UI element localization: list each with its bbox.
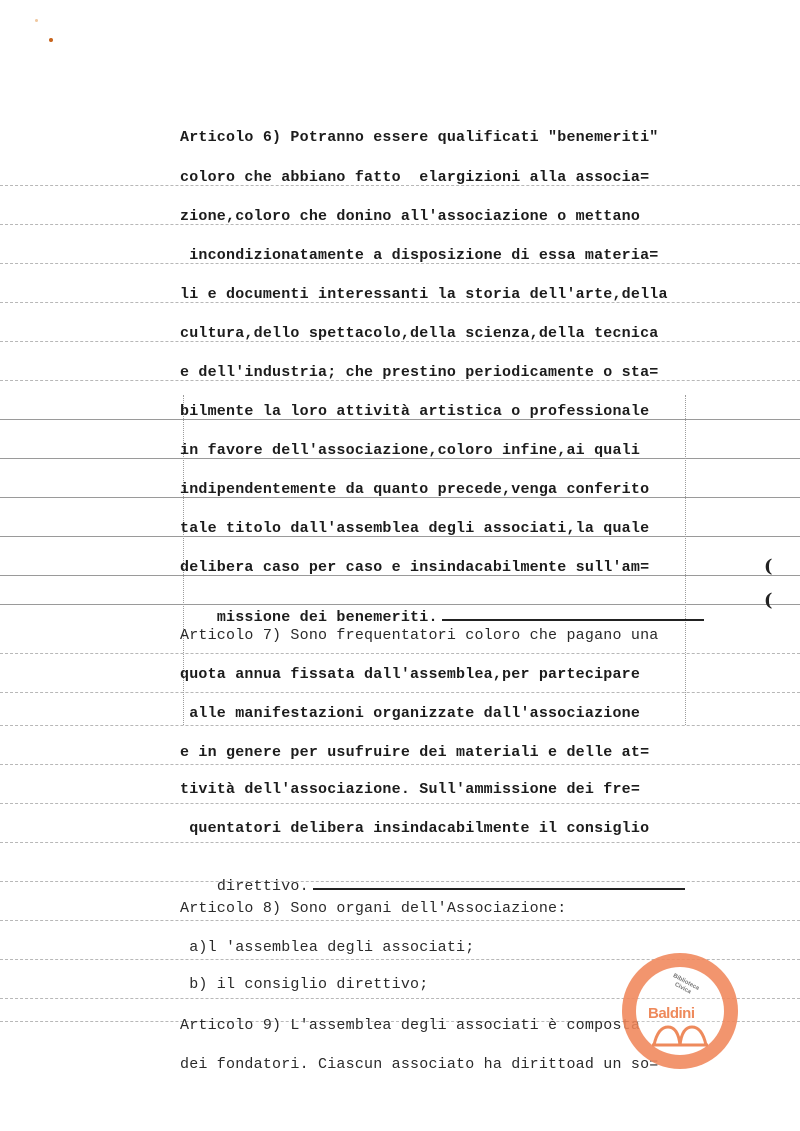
stamp-small-text: Biblioteca Civica (671, 973, 700, 996)
text-line: e in genere per usufruire dei materiali e delle at= (180, 744, 650, 761)
margin-mark: ( (764, 556, 773, 577)
text-line: Articolo 7) Sono frequentatori coloro che pagano una (180, 627, 659, 644)
library-stamp (622, 953, 738, 1069)
text-line: alle manifestazioni organizzate dall'associazione (180, 705, 641, 722)
text-line-content: direttivo. (216, 878, 309, 895)
fill-line (313, 888, 685, 890)
text-line: zione,coloro che donino all'associazione o mettano (180, 208, 641, 225)
text-line: bilmente la loro attività artistica o professionale (180, 403, 650, 420)
text-line: Articolo 8) Sono organi dell'Associazione: (180, 900, 567, 917)
text-line: cultura,dello spettacolo,della scienza,della tecnica (180, 325, 659, 342)
text-line: b) il consiglio direttivo; (180, 976, 429, 993)
text-line: dei fondatori. Ciascun associato ha dirittoad un so= (180, 1056, 659, 1073)
text-line: Articolo 6) Potranno essere qualificati "benemeriti" (180, 129, 659, 146)
fill-line (442, 619, 704, 621)
stamp-brand: Baldini (648, 1005, 695, 1022)
text-line: in favore dell'associazione,coloro infine,ai quali (180, 442, 641, 459)
text-line: delibera caso per caso e insindacabilmente sull'am= (180, 559, 650, 576)
text-line: quentatori delibera insindacabilmente il consiglio (180, 820, 650, 837)
ruled-line (0, 803, 800, 804)
text-line: indipendentemente da quanto precede,venga conferito (180, 481, 650, 498)
text-line: quota annua fissata dall'assemblea,per partecipare (180, 666, 641, 683)
paper-speck (35, 19, 38, 22)
right-margin-line (685, 395, 686, 725)
text-line: a)l 'assemblea degli associati; (180, 939, 475, 956)
text-line: incondizionatamente a disposizione di essa materia= (180, 247, 659, 264)
ruled-line (0, 653, 800, 654)
paper-speck (49, 38, 53, 42)
ruled-line (0, 842, 800, 843)
ruled-line (0, 920, 800, 921)
text-line: tività dell'associazione. Sull'ammissione dei fre= (180, 781, 641, 798)
margin-mark: ( (764, 590, 773, 611)
text-line: coloro che abbiano fatto elargizioni alla associa= (180, 169, 650, 186)
text-line: li e documenti interessanti la storia dell'arte,della (180, 286, 668, 303)
ruled-line (0, 764, 800, 765)
open-book-icon (650, 1023, 710, 1047)
ruled-line (0, 692, 800, 693)
text-line: Articolo 9) L'assemblea degli associati è composta (180, 1017, 641, 1034)
text-line: e dell'industria; che prestino periodicamente o sta= (180, 364, 659, 381)
text-line-content: missione dei benemeriti. (216, 609, 438, 626)
text-line: tale titolo dall'assemblea degli associati,la quale (180, 520, 650, 537)
ruled-line (0, 725, 800, 726)
